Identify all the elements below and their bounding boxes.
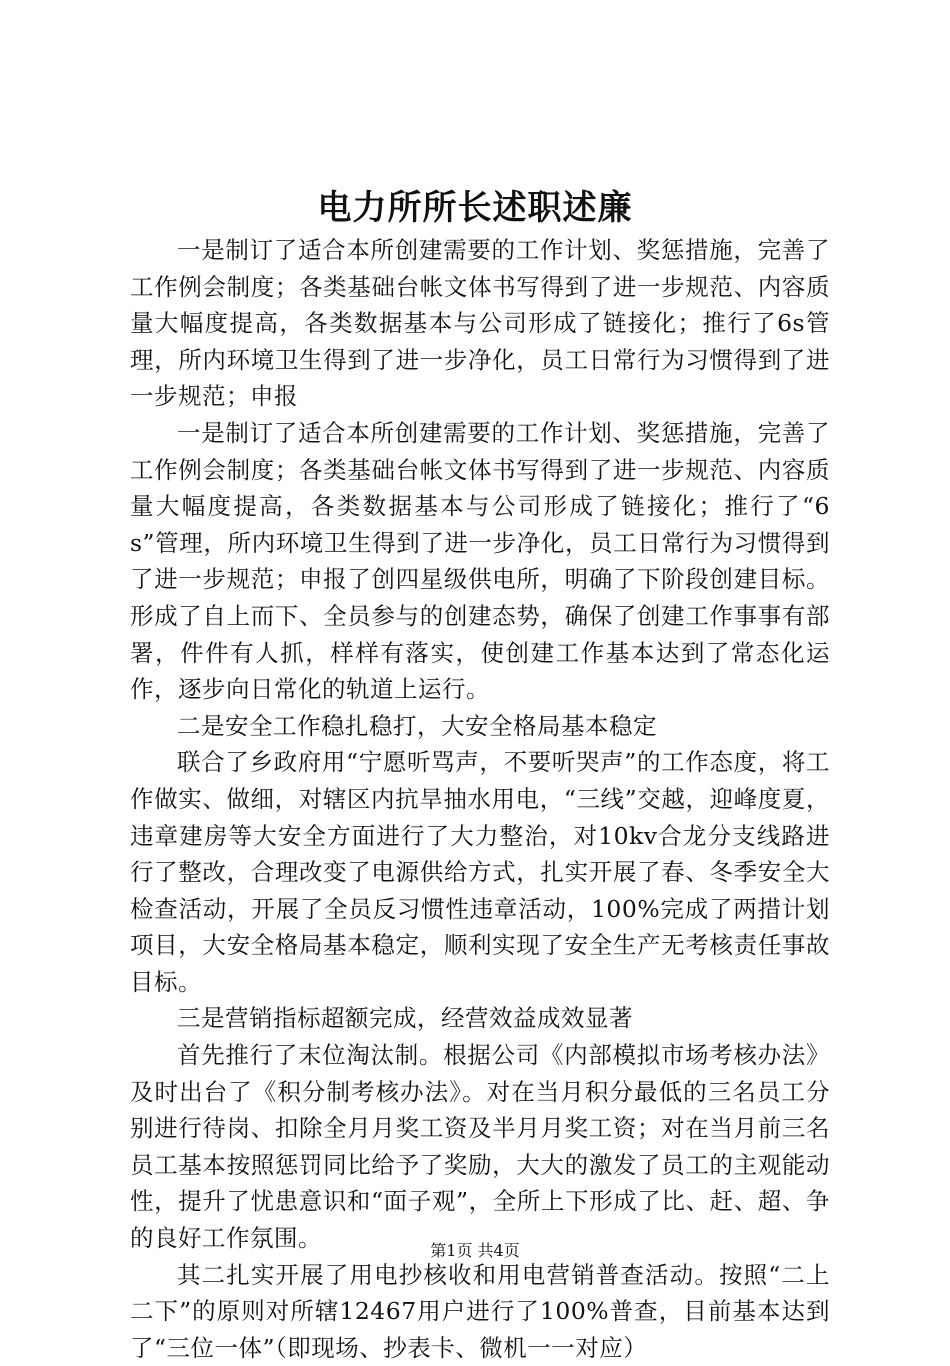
paragraph-1: 一是制订了适合本所创建需要的工作计划、奖惩措施，完善了工作例会制度；各类基础台帐文体书写得到了进一步规范、内容质量大幅度提高，各类数据基本与公司形成了链接化；推行了6s管理，所内环境卫生得到了进一步净化，员工日常行为习惯得到了进一步规范；申报 [130, 236, 830, 411]
section-heading-marketing: 三是营销指标超额完成，经营效益成效显著 [177, 1004, 633, 1033]
paragraph-2: 一是制订了适合本所创建需要的工作计划、奖惩措施，完善了工作例会制度；各类基础台帐文体书写得到了进一步规范、内容质量大幅度提高，各类数据基本与公司形成了链接化；推行了“6s”管理，所内环境卫生得到了进一步净化，员工日常行为习惯得到了进一步规范；申报了创四星级供电所，明确了下阶段创建目标。形成了自上而下、全员参与的创建态势，确保了创建工作事事有部署，件件有人抓，样样有落实，使创建工作基本达到了常态化运作，逐步向日常化的轨道上运行。 [130, 418, 830, 704]
paragraph-survey: 其二扎实开展了用电抄核收和用电营销普查活动。按照“二上二下”的原则对所辖12467用户进行了100%普查，目前基本达到了“三位一体”（即现场、抄表卡、微机一一对应） [130, 1260, 830, 1362]
section-heading-safety: 二是安全工作稳扎稳打，大安全格局基本稳定 [177, 711, 657, 740]
paragraph-elimination: 首先推行了末位淘汰制。根据公司《内部模拟市场考核办法》及时出台了《积分制考核办法》。对在当月积分最低的三名员工分别进行待岗、扣除全月月奖工资及半月月奖工资；对在当月前三名员工基本按照惩罚同比给予了奖励，大大的激发了员工的主观能动性，提升了忧患意识和“面子观”，全所上下形成了比、赶、超、争的良好工作氛围。 [130, 1041, 830, 1253]
document-body [130, 232, 830, 1366]
document-title: 电力所所长述职述廉 [317, 188, 633, 228]
paragraph-safety: 联合了乡政府用“宁愿听骂声，不要听哭声”的工作态度，将工作做实、做细，对辖区内抗旱抽水用电，“三线”交越，迎峰度夏，违章建房等大安全方面进行了大力整治，对10kv合龙分支线路进行了整改，合理改变了电源供给方式，扎实开展了春、冬季安全大检查活动，开展了全员反习惯性违章活动，100%完成了两措计划项目，大安全格局基本稳定，顺利实现了安全生产无考核责任事故目标。 [130, 748, 830, 996]
page-number-footer: 第1页 共4页 [430, 1241, 520, 1260]
